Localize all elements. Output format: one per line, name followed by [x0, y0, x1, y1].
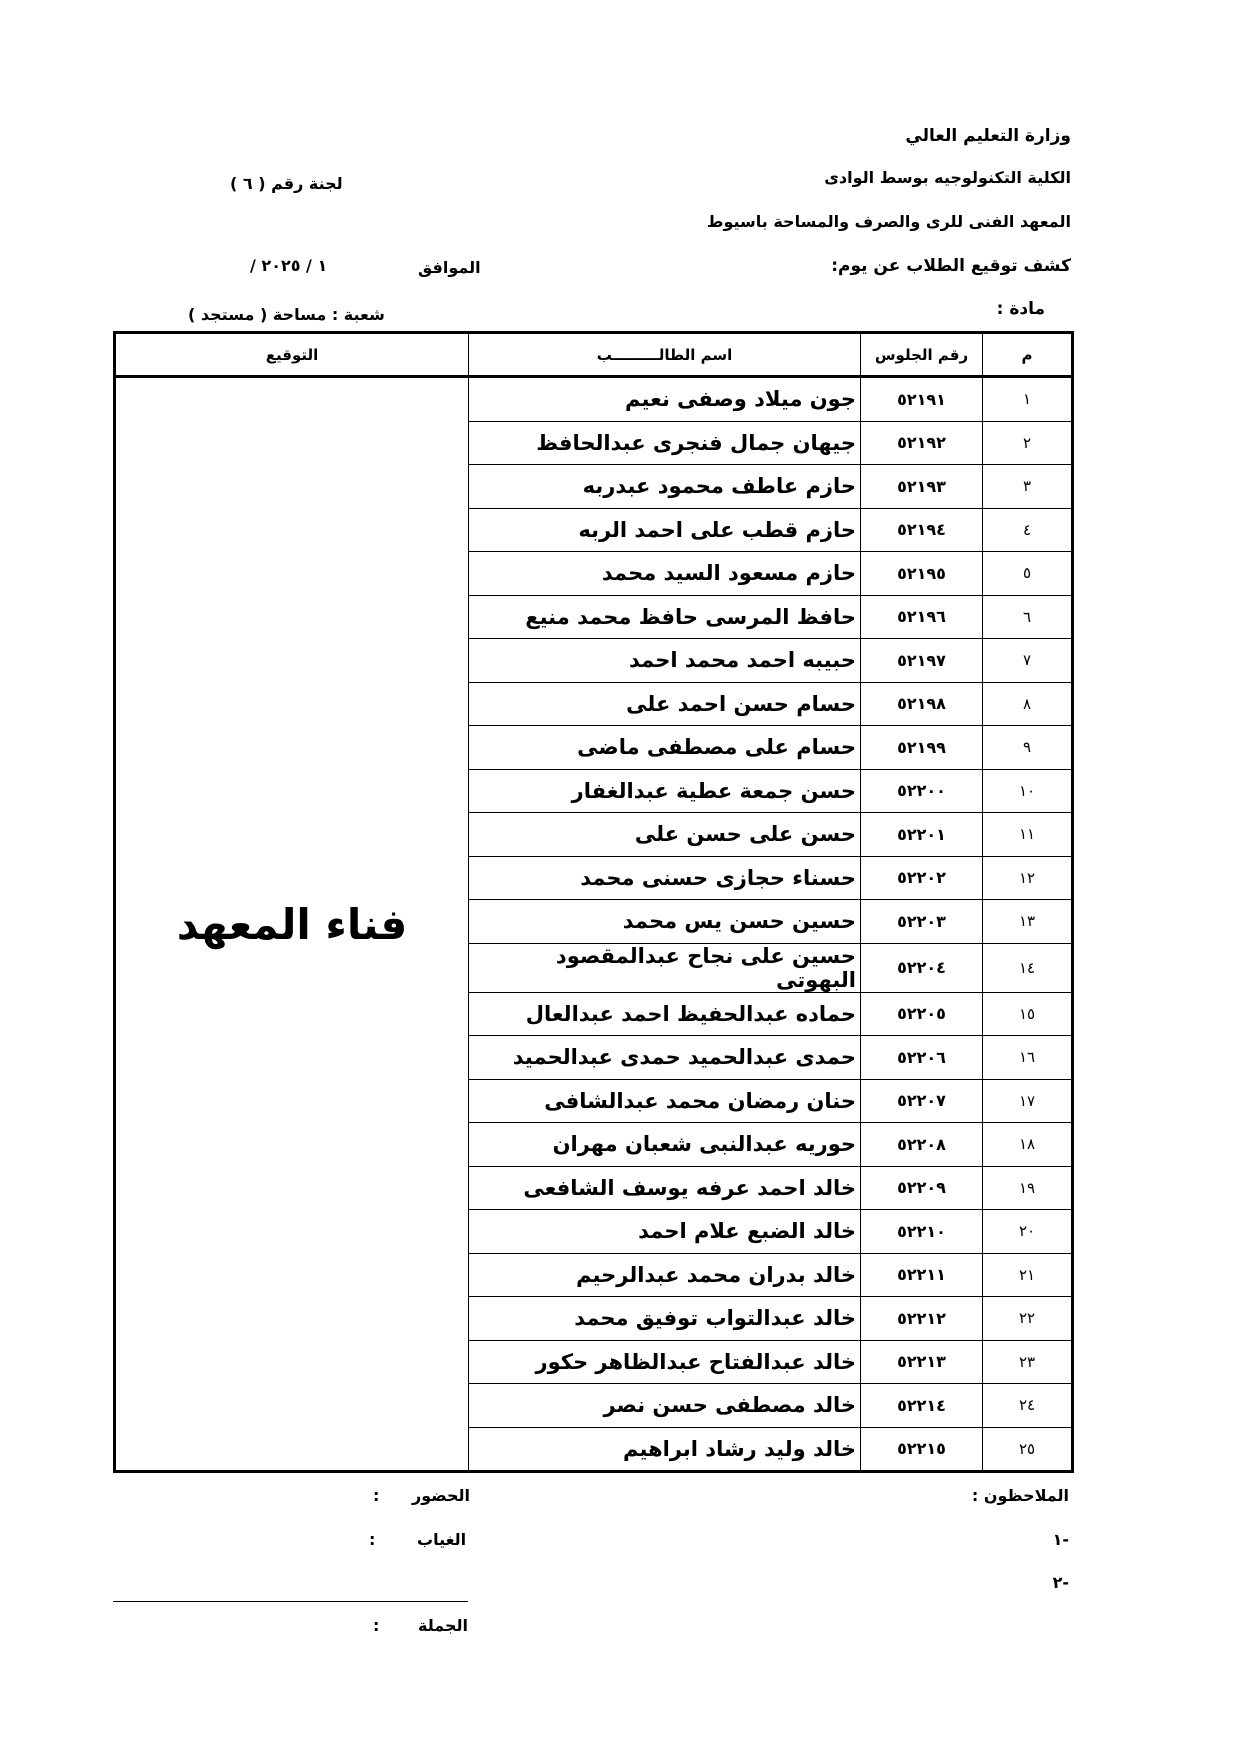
total-divider [113, 1601, 468, 1602]
ministry-title: وزارة التعليم العالي [905, 126, 1071, 146]
division-label: شعبة : مساحة ( مستجد ) [188, 305, 385, 324]
row-index: ١٩ [983, 1166, 1073, 1210]
row-seat-number: ٥٢٢٠٩ [861, 1166, 983, 1210]
row-student-name: حسام على مصطفى ماضى [469, 726, 861, 770]
row-index: ٢٣ [983, 1340, 1073, 1384]
row-student-name: خالد مصطفى حسن نصر [469, 1384, 861, 1428]
row-seat-number: ٥٢٢١٠ [861, 1210, 983, 1254]
subject-label: مادة : [996, 299, 1045, 319]
row-student-name: حسن على حسن على [469, 813, 861, 857]
row-seat-number: ٥٢١٩٥ [861, 552, 983, 596]
committee-number: لجنة رقم ( ٦ ) [230, 174, 343, 193]
row-seat-number: ٥٢٢١٥ [861, 1427, 983, 1472]
row-student-name: حسناء حجازى حسنى محمد [469, 856, 861, 900]
date-label: الموافق [418, 258, 481, 277]
row-student-name: حسن جمعة عطية عبدالغفار [469, 769, 861, 813]
header-index: م [983, 333, 1073, 377]
header-student-name: اسم الطالـــــــــب [469, 333, 861, 377]
row-student-name: خالد وليد رشاد ابراهيم [469, 1427, 861, 1472]
row-student-name: حازم مسعود السيد محمد [469, 552, 861, 596]
row-seat-number: ٥٢٢٠٠ [861, 769, 983, 813]
row-index: ١٢ [983, 856, 1073, 900]
row-seat-number: ٥٢٢٠١ [861, 813, 983, 857]
row-index: ١٨ [983, 1123, 1073, 1167]
table-header-row [115, 333, 1073, 377]
row-seat-number: ٥٢٢١١ [861, 1253, 983, 1297]
row-seat-number: ٥٢١٩٣ [861, 465, 983, 509]
row-index: ١٤ [983, 943, 1073, 992]
row-index: ٣ [983, 465, 1073, 509]
row-seat-number: ٥٢٢٠٢ [861, 856, 983, 900]
row-index: ٤ [983, 508, 1073, 552]
row-seat-number: ٥٢٢٠٨ [861, 1123, 983, 1167]
row-seat-number: ٥٢٢٠٣ [861, 900, 983, 944]
row-student-name: جيهان جمال فنجرى عبدالحافظ [469, 421, 861, 465]
row-student-name: خالد الضبع علام احمد [469, 1210, 861, 1254]
row-index: ١٧ [983, 1079, 1073, 1123]
table-row [115, 377, 1073, 422]
row-index: ١٣ [983, 900, 1073, 944]
header-signature: التوقيع [115, 333, 469, 377]
row-student-name: حسين على نجاح عبدالمقصود البهوتى [469, 943, 861, 992]
observers-label: الملاحظون : [971, 1486, 1069, 1505]
attendance-colon: : [373, 1486, 380, 1505]
row-seat-number: ٥٢١٩١ [861, 377, 983, 422]
absence-colon: : [369, 1530, 376, 1549]
row-student-name: خالد بدران محمد عبدالرحيم [469, 1253, 861, 1297]
row-student-name: خالد عبدالفتاح عبدالظاهر حكور [469, 1340, 861, 1384]
row-seat-number: ٥٢٢١٣ [861, 1340, 983, 1384]
row-index: ٢١ [983, 1253, 1073, 1297]
row-index: ٩ [983, 726, 1073, 770]
row-student-name: حوريه عبدالنبى شعبان مهران [469, 1123, 861, 1167]
row-index: ١ [983, 377, 1073, 422]
row-seat-number: ٥٢٢٠٦ [861, 1036, 983, 1080]
row-student-name: حماده عبدالحفيظ احمد عبدالعال [469, 992, 861, 1036]
row-seat-number: ٥٢١٩٧ [861, 639, 983, 683]
institute-title: المعهد الفنى للرى والصرف والمساحة باسيوط [706, 212, 1071, 231]
header-seat-number: رقم الجلوس [861, 333, 983, 377]
row-seat-number: ٥٢٢٠٥ [861, 992, 983, 1036]
row-index: ١١ [983, 813, 1073, 857]
row-seat-number: ٥٢١٩٦ [861, 595, 983, 639]
total-colon: : [373, 1616, 380, 1635]
absence-label: الغياب [417, 1530, 467, 1549]
row-student-name: حازم عاطف محمود عبدربه [469, 465, 861, 509]
sheet-title: كشف توقيع الطلاب عن يوم: [831, 256, 1071, 276]
row-index: ٢٤ [983, 1384, 1073, 1428]
row-student-name: حازم قطب على احمد الربه [469, 508, 861, 552]
row-seat-number: ٥٢١٩٩ [861, 726, 983, 770]
row-seat-number: ٥٢٢٠٤ [861, 943, 983, 992]
row-seat-number: ٥٢١٩٢ [861, 421, 983, 465]
row-index: ٢٠ [983, 1210, 1073, 1254]
row-seat-number: ٥٢٢١٤ [861, 1384, 983, 1428]
row-index: ٧ [983, 639, 1073, 683]
row-index: ١٠ [983, 769, 1073, 813]
row-student-name: خالد عبدالتواب توفيق محمد [469, 1297, 861, 1341]
row-index: ٥ [983, 552, 1073, 596]
row-index: ٢٢ [983, 1297, 1073, 1341]
row-index: ١٦ [983, 1036, 1073, 1080]
signature-sheet-table [113, 331, 1074, 1473]
signature-cell: فناء المعهد [115, 377, 469, 1472]
row-seat-number: ٥٢١٩٤ [861, 508, 983, 552]
row-student-name: حافظ المرسى حافظ محمد منيع [469, 595, 861, 639]
row-index: ٨ [983, 682, 1073, 726]
row-index: ١٥ [983, 992, 1073, 1036]
date-value: / ١ / ٢٠٢٥ [250, 256, 328, 275]
row-index: ٦ [983, 595, 1073, 639]
observer-2: -٢ [1052, 1573, 1069, 1592]
observer-1: -١ [1052, 1530, 1069, 1549]
row-student-name: حنان رمضان محمد عبدالشافى [469, 1079, 861, 1123]
attendance-label: الحضور [412, 1486, 471, 1505]
college-title: الكلية التكنولوجيه بوسط الوادى [824, 168, 1071, 187]
total-label: الجملة [418, 1616, 468, 1635]
row-student-name: خالد احمد عرفه يوسف الشافعى [469, 1166, 861, 1210]
row-student-name: جون ميلاد وصفى نعيم [469, 377, 861, 422]
row-student-name: حسام حسن احمد على [469, 682, 861, 726]
row-student-name: حمدى عبدالحميد حمدى عبدالحميد [469, 1036, 861, 1080]
row-student-name: حسين حسن يس محمد [469, 900, 861, 944]
row-index: ٢ [983, 421, 1073, 465]
row-student-name: حبيبه احمد محمد احمد [469, 639, 861, 683]
row-seat-number: ٥٢١٩٨ [861, 682, 983, 726]
row-seat-number: ٥٢٢١٢ [861, 1297, 983, 1341]
row-seat-number: ٥٢٢٠٧ [861, 1079, 983, 1123]
row-index: ٢٥ [983, 1427, 1073, 1472]
